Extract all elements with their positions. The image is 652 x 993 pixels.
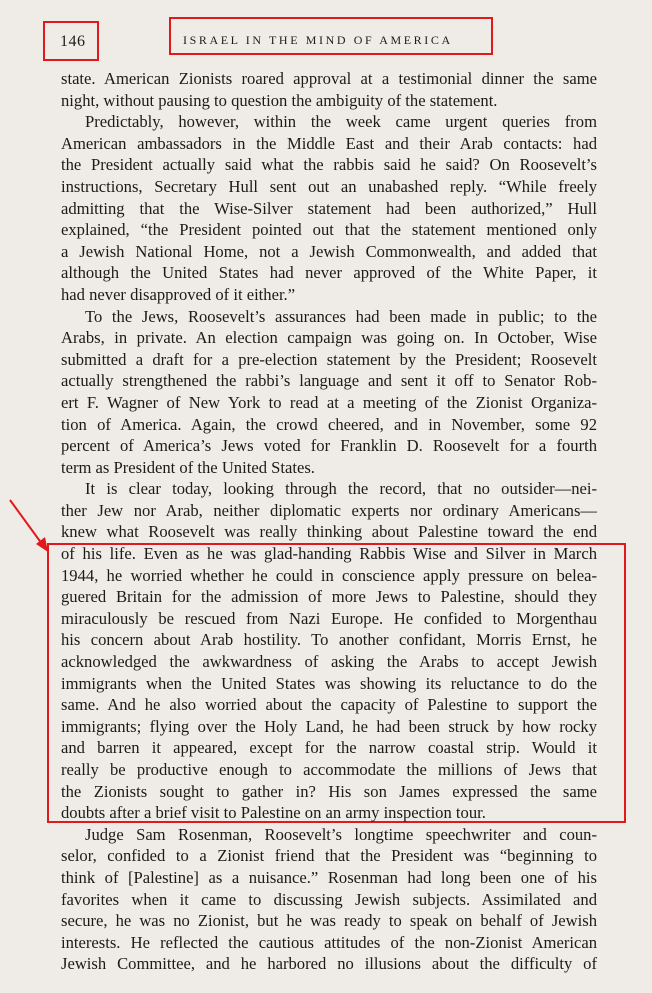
text-line: ert F. Wagner of New York to read at a meeting of the Zionist Organiza- <box>61 392 597 412</box>
arrow-icon <box>0 490 60 560</box>
text-line: favorites when it came to discussing Jewish subjects. Assimilated and <box>61 889 597 909</box>
text-line: ther Jew nor Arab, neither diplomatic experts nor ordinary Americans— <box>61 500 597 520</box>
text-line: of his life. Even as he was glad-handing Rabbis Wise and Silver in March <box>61 544 597 564</box>
text-line: percent of America’s Jews voted for Franklin D. Roosevelt for a fourth <box>61 436 597 456</box>
text-line: night, without pausing to question the ambiguity of the statement. <box>61 90 498 110</box>
text-line: interests. He reflected the cautious attitudes of the non-Zionist American <box>61 932 597 952</box>
text-line: guered Britain for the admission of more Jews to Palestine, should they <box>61 587 597 607</box>
text-line: his concern about Arab hostility. To another confidant, Morris Ernst, he <box>61 630 597 650</box>
text-line: doubts after a brief visit to Palestine on an army inspection tour. <box>61 803 486 823</box>
text-line: 1944, he worried whether he could in conscience apply pressure on belea- <box>61 565 597 585</box>
text-line: admitting that the Wise-Silver statement had been authorized,” Hull <box>61 198 597 218</box>
text-line: really be productive enough to accommodate the millions of Jews that <box>61 760 597 779</box>
text-line: American ambassadors in the Middle East and their Arab contacts: had <box>61 133 597 153</box>
text-line: immigrants when the United States was showing its reluctance to do the <box>61 673 597 693</box>
text-line: knew what Roosevelt was really thinking about Palestine toward the end <box>61 522 597 542</box>
text-line: actually strengthened the rabbi’s language and sent it off to Senator Rob- <box>61 371 597 391</box>
text-line: immigrants; flying over the Holy Land, he had been struck by how rocky <box>61 716 597 736</box>
text-line: think of [Palestine] as a nuisance.” Rosenman had long been one of his <box>61 867 597 887</box>
running-head-highlight-box <box>169 17 493 55</box>
text-line: tion of America. Again, the crowd cheered, and in November, some 92 <box>61 414 597 434</box>
text-line: miraculously be rescued from Nazi Europe. He confided to Morgenthau <box>61 608 597 628</box>
body-text <box>61 68 597 975</box>
text-line: secure, he was no Zionist, but he was ready to speak on behalf of Jewish <box>61 911 597 931</box>
text-line: although the United States had never approved of the White Paper, it <box>61 263 597 283</box>
page-number: 146 <box>60 33 86 50</box>
text-line: It is clear today, looking through the record, that no outsider—nei- <box>85 479 597 499</box>
text-line: and barren it appeared, except for the narrow coastal strip. Would it <box>61 738 597 758</box>
text-line: had never disapproved of it either.” <box>61 284 296 304</box>
text-line: Predictably, however, within the week came urgent queries from <box>85 112 597 132</box>
text-line: To the Jews, Roosevelt’s assurances had been made in public; to the <box>85 306 597 326</box>
text-line: Jewish Committee, and he harbored no illusions about the difficulty of <box>61 954 597 974</box>
text-line: Judge Sam Rosenman, Roosevelt’s longtime speechwriter and coun- <box>85 824 597 844</box>
text-line: term as President of the United States. <box>61 457 315 477</box>
text-line: same. And he also worried about the capacity of Palestine to support the <box>61 695 597 715</box>
page-number-highlight-box <box>43 21 99 61</box>
text-line: instructions, Secretary Hull sent out an unabashed reply. “While freely <box>61 176 597 196</box>
text-line: the President actually said what the rabbis said he said? On Roosevelt’s <box>61 155 597 175</box>
text-line: Arabs, in private. An election campaign was going on. In October, Wise <box>61 328 597 348</box>
text-line: selor, confided to a Zionist friend that the President was “beginning to <box>61 846 597 866</box>
running-head: ISRAEL IN THE MIND OF AMERICA <box>183 33 453 47</box>
text-line: submitted a draft for a pre-election statement by the President; Roosevelt <box>61 349 597 369</box>
text-line: explained, “the President pointed out that the statement mentioned only <box>61 220 597 240</box>
text-line: a Jewish National Home, not a Jewish Commonwealth, and added that <box>61 241 597 261</box>
text-line: the Zionists sought to gather in? His son James expressed the same <box>61 781 597 801</box>
text-line: state. American Zionists roared approval at a testimonial dinner the same <box>61 69 597 88</box>
text-line: acknowledged the awkwardness of asking the Arabs to accept Jewish <box>61 652 597 672</box>
